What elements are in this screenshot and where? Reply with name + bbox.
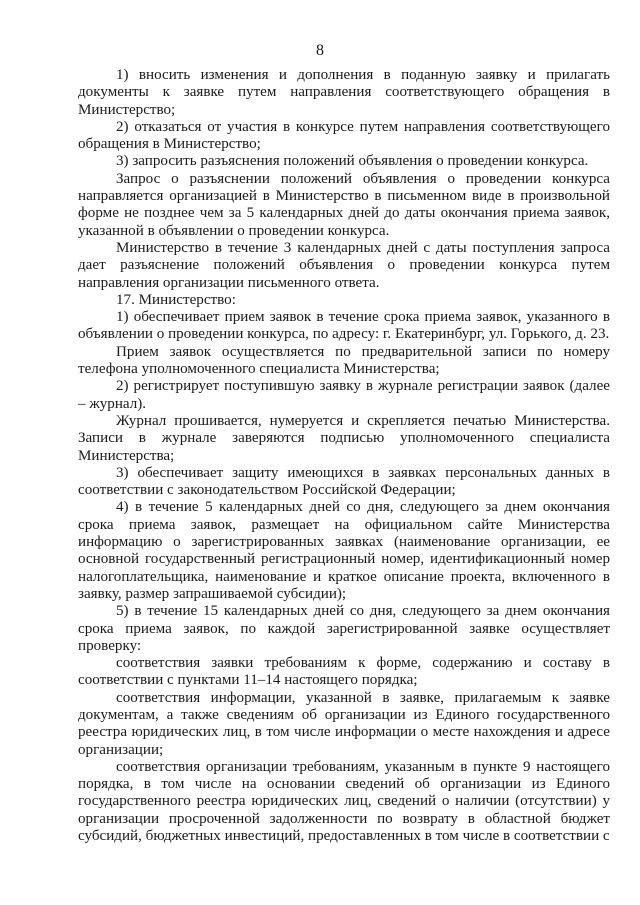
paragraph: Журнал прошивается, нумеруется и скрепляется печатью Министерства. Записи в журнале заверяются подписью уполномоченного специалиста Министерства;: [78, 412, 610, 464]
paragraph: 1) обеспечивает прием заявок в течение срока приема заявок, указанного в объявлении о проведении конкурса, по адресу: г. Екатеринбург, ул. Горького, д. 23.: [78, 309, 610, 343]
paragraph: Запрос о разъяснении положений объявления о проведении конкурса направляется организацией в Министерство в письменном виде в произвольной форме не позднее чем за 5 календарных дней до даты окончания приема заявок, указанной в объявлении о проведении конкурса.: [78, 170, 610, 239]
paragraph: соответствия информации, указанной в заявке, прилагаемым к заявке документам, а также сведениям об организации из Единого государственного реестра юридических лиц, в том числе информации о месте нахождения и адресе организации;: [78, 689, 610, 758]
paragraph: 3) обеспечивает защиту имеющихся в заявках персональных данных в соответствии с законодательством Российской Федерации;: [78, 464, 610, 499]
paragraph: соответствия заявки требованиям к форме, содержанию и составу в соответствии с пунктами 11–14 настоящего порядка;: [78, 655, 610, 689]
paragraph: Прием заявок осуществляется по предварительной записи по номеру телефона уполномоченного специалиста Министерства;: [78, 343, 610, 378]
paragraph: 1) вносить изменения и дополнения в поданную заявку и прилагать документы к заявке путем направления соответствующего обращения в Министерство;: [78, 67, 610, 118]
paragraph: 3) запросить разъяснения положений объявления о проведении конкурса.: [116, 153, 589, 170]
paragraph: Министерство в течение 3 календарных дней с даты поступления запроса дает разъяснение положений объявления о проведении конкурса путем направления организации письменного ответа.: [78, 239, 610, 291]
paragraph: 2) отказаться от участия в конкурсе путем направления соответствующего обращения в Министерство;: [78, 118, 610, 153]
page-number: 8: [316, 42, 324, 59]
paragraph: 5) в течение 15 календарных дней со дня, следующего за днем окончания срока приема заявок, по каждой зарегистрированной заявке осуществляет проверку:: [78, 603, 610, 654]
paragraph: 17. Министерство:: [116, 291, 236, 308]
paragraph: 2) регистрирует поступившую заявку в журнале регистрации заявок (далее – журнал).: [78, 378, 610, 412]
document-body: [78, 67, 610, 845]
paragraph: соответствия организации требованиям, указанным в пункте 9 настоящего порядка, в том числе на основании сведений об организации из Единого государственного реестра юридических лиц, сведений о наличии (отсутствии) у организации просроченной задолженности по возврату в областной бюджет субсидий, бюджетных инвестиций, предоставленных в том числе в соответствии с: [78, 758, 610, 845]
paragraph: 4) в течение 5 календарных дней со дня, следующего за днем окончания срока приема заявок, размещает на официальном сайте Министерства информацию о зарегистрированных заявках (наименование организации, ее основной государственный регистрационный номер, идентификационный номер налогоплательщика, наименование и краткое описание проекта, включенного в заявку, размер запрашиваемой субсидии);: [78, 499, 610, 602]
